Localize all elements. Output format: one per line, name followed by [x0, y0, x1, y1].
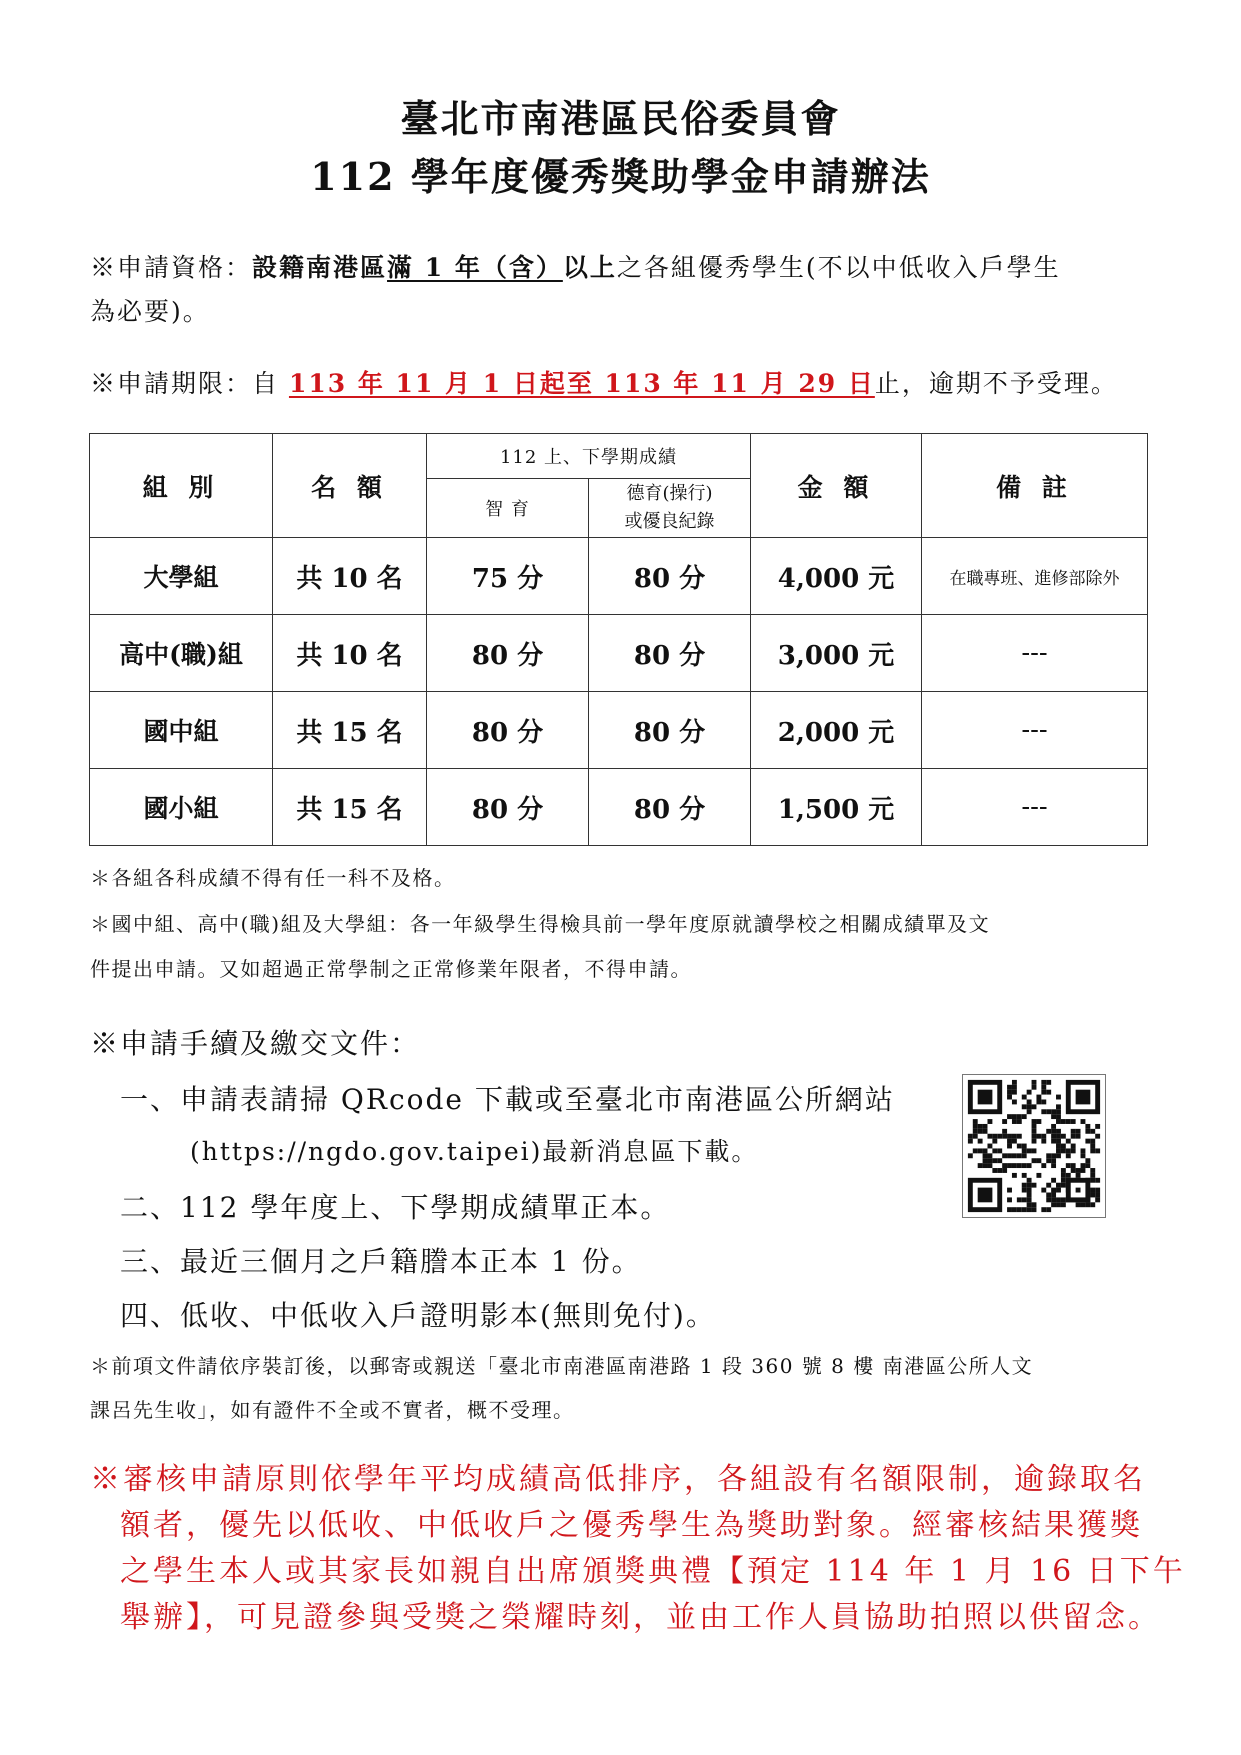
- procedure-heading: ※申請手續及繳交文件：: [90, 1027, 421, 1060]
- deadline-line: [90, 364, 1118, 400]
- mail-note-line2: 課呂先生收」，如有證件不全或不實者，概不受理。: [90, 1398, 575, 1422]
- row-amount: 3,000 元: [751, 615, 922, 692]
- row-moral: 80 分: [589, 538, 751, 615]
- row-remarks: ---: [922, 769, 1148, 846]
- table-row: [90, 538, 1148, 615]
- row-quota: 共 15 名: [273, 769, 427, 846]
- review-line4: 舉辦】，可見證參與受獎之榮耀時刻，並由工作人員協助拍照以供留念。: [120, 1600, 1161, 1635]
- review-line1: ※審核申請原則依學年平均成績高低排序，各組設有名額限制，逾錄取名: [90, 1462, 1146, 1497]
- row-group: 大學組: [90, 538, 273, 615]
- row-amount: 4,000 元: [751, 538, 922, 615]
- row-remarks: ---: [922, 692, 1148, 769]
- row-group: 國小組: [90, 769, 273, 846]
- row-intellectual: 80 分: [427, 615, 589, 692]
- header-moral-line1: 德育(操行): [626, 483, 713, 504]
- procedure-item1-line1: 一、申請表請掃 QRcode 下載或至臺北市南港區公所網站: [120, 1083, 895, 1116]
- qr-code-graphic: [963, 1075, 1105, 1217]
- deadline-dates: 113 年 11 月 1 日起至 113 年 11 月 29 日: [288, 369, 875, 398]
- row-moral: 80 分: [589, 692, 751, 769]
- procedure-item4: 四、低收、中低收入戶證明影本(無則免付)。: [120, 1299, 716, 1332]
- header-moral: [589, 479, 751, 538]
- review-line2: 額者，優先以低收、中低收戶之優秀學生為獎助對象。經審核結果獲獎: [120, 1508, 1143, 1543]
- deadline-suffix: 止，逾期不予受理。: [874, 369, 1118, 398]
- qualification-prefix: ※申請資格：: [90, 253, 253, 282]
- header-moral-line2: 或優良紀錄: [624, 511, 715, 532]
- procedure-item2: 二、112 學年度上、下學期成績單正本。: [120, 1191, 671, 1224]
- title-line1: 臺北市南港區民俗委員會: [400, 96, 841, 141]
- header-quota: 名 額: [273, 434, 427, 538]
- row-moral: 80 分: [589, 769, 751, 846]
- row-remarks: 在職專班、進修部除外: [922, 538, 1148, 615]
- note-1: ＊各組各科成績不得有任一科不及格。: [90, 866, 456, 890]
- procedure-item3: 三、最近三個月之戶籍謄本正本 1 份。: [120, 1245, 642, 1278]
- table-row: [90, 615, 1148, 692]
- qualification-line2: 為必要)。: [90, 297, 210, 326]
- mail-note-line1: ＊前項文件請依序裝訂後，以郵寄或親送「臺北市南港區南港路 1 段 360 號 8 樓 南港區公所人文: [90, 1354, 1034, 1378]
- table-row: [90, 769, 1148, 846]
- row-group: 高中(職)組: [90, 615, 273, 692]
- qualification-bold: 設籍南港區: [252, 253, 388, 282]
- row-remarks: ---: [922, 615, 1148, 692]
- note-2-line1: ＊國中組、高中(職)組及大學組：各一年級學生得檢具前一學年度原就讀學校之相關成績單及文: [90, 912, 991, 936]
- row-quota: 共 15 名: [273, 692, 427, 769]
- header-remarks: 備 註: [922, 434, 1148, 538]
- table-row: [90, 692, 1148, 769]
- deadline-prefix: ※申請期限：自: [90, 369, 289, 398]
- header-grades: 112 上、下學期成績: [427, 434, 751, 479]
- procedure-item1-line2: (https://ngdo.gov.taipei)最新消息區下載。: [190, 1137, 759, 1166]
- row-amount: 2,000 元: [751, 692, 922, 769]
- qualification-bold2: 以上: [562, 253, 617, 282]
- title-line2: 112 學年度優秀獎助學金申請辦法: [310, 154, 931, 199]
- header-group: 組 別: [90, 434, 273, 538]
- row-group: 國中組: [90, 692, 273, 769]
- row-amount: 1,500 元: [751, 769, 922, 846]
- header-intellectual: 智 育: [427, 479, 589, 538]
- note-2-line2: 件提出申請。又如超過正常學制之正常修業年限者，不得申請。: [90, 957, 692, 981]
- row-intellectual: 80 分: [427, 692, 589, 769]
- header-amount: 金 額: [751, 434, 922, 538]
- row-quota: 共 10 名: [273, 538, 427, 615]
- review-line3: 之學生本人或其家長如親自出席頒獎典禮【預定 114 年 1 月 16 日下午: [120, 1554, 1186, 1589]
- scholarship-table: [89, 433, 1148, 846]
- row-quota: 共 10 名: [273, 615, 427, 692]
- row-moral: 80 分: [589, 615, 751, 692]
- qualification-underlined: 滿 1 年（含）: [387, 253, 563, 282]
- qualification-rest1: 之各組優秀學生(不以中低收入戶學生: [616, 253, 1061, 282]
- qualification-line1: [90, 248, 1061, 284]
- row-intellectual: 75 分: [427, 538, 589, 615]
- row-intellectual: 80 分: [427, 769, 589, 846]
- qr-code-icon[interactable]: [962, 1074, 1106, 1218]
